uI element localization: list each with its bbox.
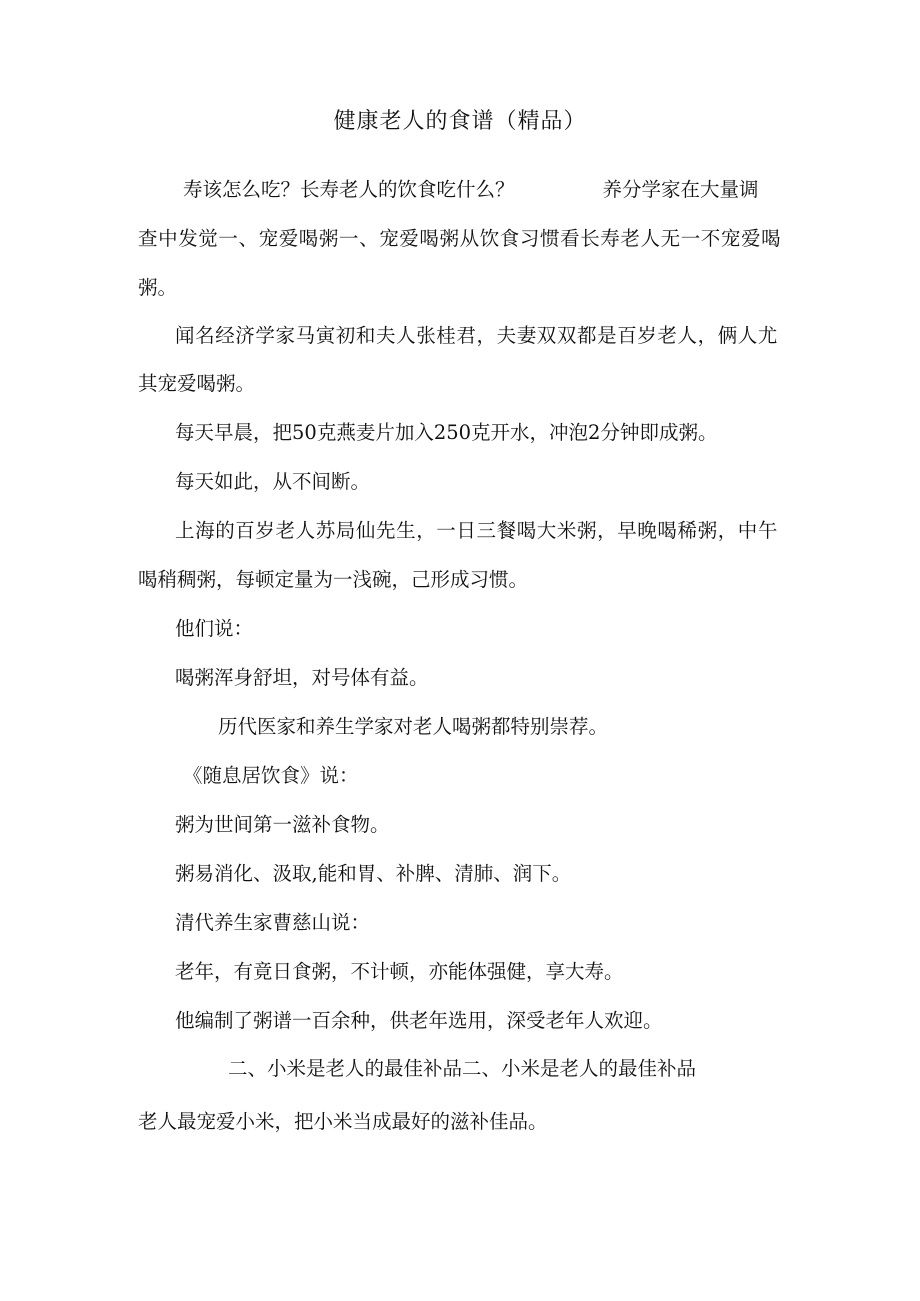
document-title: 健康老人的食谱（精品）	[333, 109, 587, 134]
paragraph-line: 粥易消化、汲取,能和胃、补脾、清肺、润下。	[175, 862, 572, 885]
paragraph-line: 《随息居饮食》说：	[183, 764, 359, 787]
paragraph-line: 闻名经济学家马寅初和夫人张桂君，夫妻双双都是百岁老人，俩人尤	[175, 324, 779, 347]
paragraph-line: 每天如此，从不间断。	[175, 470, 371, 493]
paragraph-line: 他编制了粥谱一百余种，供老年选用，深受老年人欢迎。	[175, 1009, 663, 1032]
paragraph-line: 老年，有竟日食粥，不计顿，亦能体强健，享大寿。	[175, 960, 624, 983]
paragraph-line-part: 寿该怎么吃？长寿老人的饮食吃什么？	[183, 178, 515, 201]
paragraph-line: 粥。	[138, 276, 178, 299]
section-heading: 二、小米是老人的最佳补品二、小米是老人的最佳补品	[228, 1057, 697, 1080]
paragraph-line: 他们说：	[175, 617, 254, 640]
paragraph-line: 粥为世间第一滋补食物。	[175, 813, 390, 836]
paragraph-line-part: 养分学家在大量调	[602, 178, 759, 201]
paragraph-line: 老人最宠爱小米，把小米当成最好的滋补佳品。	[138, 1110, 548, 1133]
paragraph-line: 清代养生家曹慈山说：	[175, 911, 371, 934]
paragraph-line: 上海的百岁老人苏局仙先生，一日三餐喝大米粥，早晚喝稀粥，中午	[175, 519, 779, 542]
paragraph-line: 历代医家和养生学家对老人喝粥都特别崇荐。	[218, 715, 609, 738]
paragraph-line: 查中发觉一、宠爱喝粥一、宠爱喝粥从饮食习惯看长寿老人无一不宠爱喝	[138, 227, 782, 250]
paragraph-line: 喝粥浑身舒坦，对号体有益。	[175, 666, 429, 689]
paragraph-line: 每天早晨，把50克燕麦片加入250克开水，冲泡2分钟即成粥。	[175, 421, 718, 444]
paragraph-line: 喝稍稠粥，每顿定量为一浅碗，己形成习惯。	[138, 568, 529, 591]
paragraph-line: 其宠爱喝粥。	[138, 372, 256, 395]
paragraph-line	[183, 176, 759, 204]
